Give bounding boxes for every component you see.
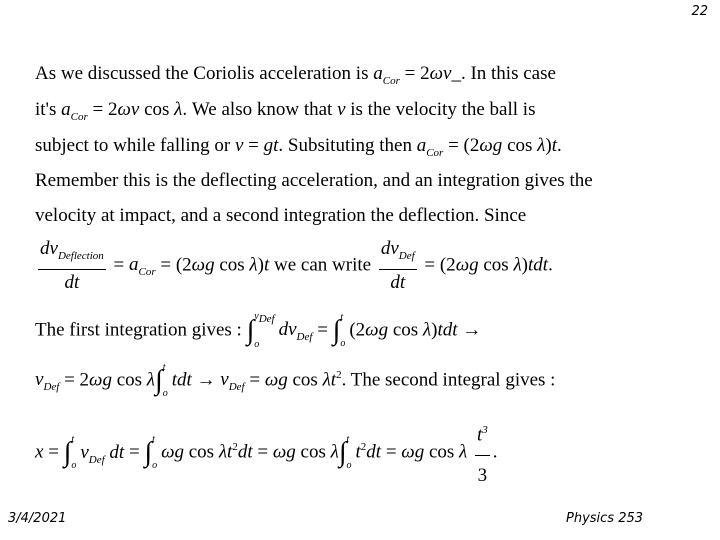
text-line-5: velocity at impact, and a second integration the deflection. Since (35, 205, 527, 226)
text-segment: is the velocity the ball is (345, 99, 536, 120)
equation-line-6: $\frac{dv_{Deflection}}{dt}$ = $a_{Cor} = (2\omega g$ cos λ)t we can write $\frac{dv_{Def}}{dt}$ = (2ωg cos λ)tdt. (35, 236, 553, 296)
text-line-2: it's $a_{Cor} = 2\omega v$ cos λ. We also know that v is the velocity the ball is (35, 99, 536, 123)
page-number: 22 (691, 4, 708, 19)
text-line-1: As we discussed the Coriolis acceleration is $a_{Cor}$ = 2ωv_. In this case (35, 63, 556, 87)
fraction: $\frac{t^3}{3}$ (475, 410, 490, 496)
fraction: $\frac{dv_{Deflection}}{dt}$ (40, 238, 104, 293)
text-segment: The second integral gives : (350, 369, 556, 391)
equation-line-9: x = ∫ t o $v_{Def}$ dt = ∫ t o ωg $\cos \lambda t^2dt = \omega g$ cos λ∫ t o $t^2dt = \omega g$ cos λ $\frac{t^3}{3}$ . (35, 410, 498, 496)
text-segment: . Subsituting then (278, 135, 417, 156)
text-line-3: subject to while falling or v = gt. Subsituting then $a_{Cor} = (2\omega g$ cos λ)t. (35, 135, 562, 159)
text-segment: . We also know that (182, 99, 338, 120)
text-segment: The first integration gives : (35, 319, 242, 341)
equation-line-7: The first integration gives : ∫ $v_{Def}$ o $dv_{Def}$ = ∫ t o (2ωg cos λ)tdt → (35, 311, 482, 350)
text-segment: subject to while falling or (35, 135, 235, 156)
text-segment: . In this case (460, 63, 556, 84)
fraction: $\frac{dv_{Def}}{dt}$ (380, 238, 415, 293)
text-segment: we can write (269, 254, 376, 276)
text-segment: it's (35, 99, 62, 120)
footer-date: 3/4/2021 (8, 511, 67, 526)
equation-line-8: $v_{Def} = 2\omega g$ cos λ∫ t o tdt → $v_{Def} = \omega g$ $\cos \lambda t^2$. The second integral gives : (35, 362, 556, 399)
footer-course: Physics 253 (566, 511, 644, 526)
text-segment: As we discussed the Coriolis acceleration is (35, 63, 374, 84)
text-line-4: Remember this is the deflecting acceleration, and an integration gives the (35, 170, 593, 191)
